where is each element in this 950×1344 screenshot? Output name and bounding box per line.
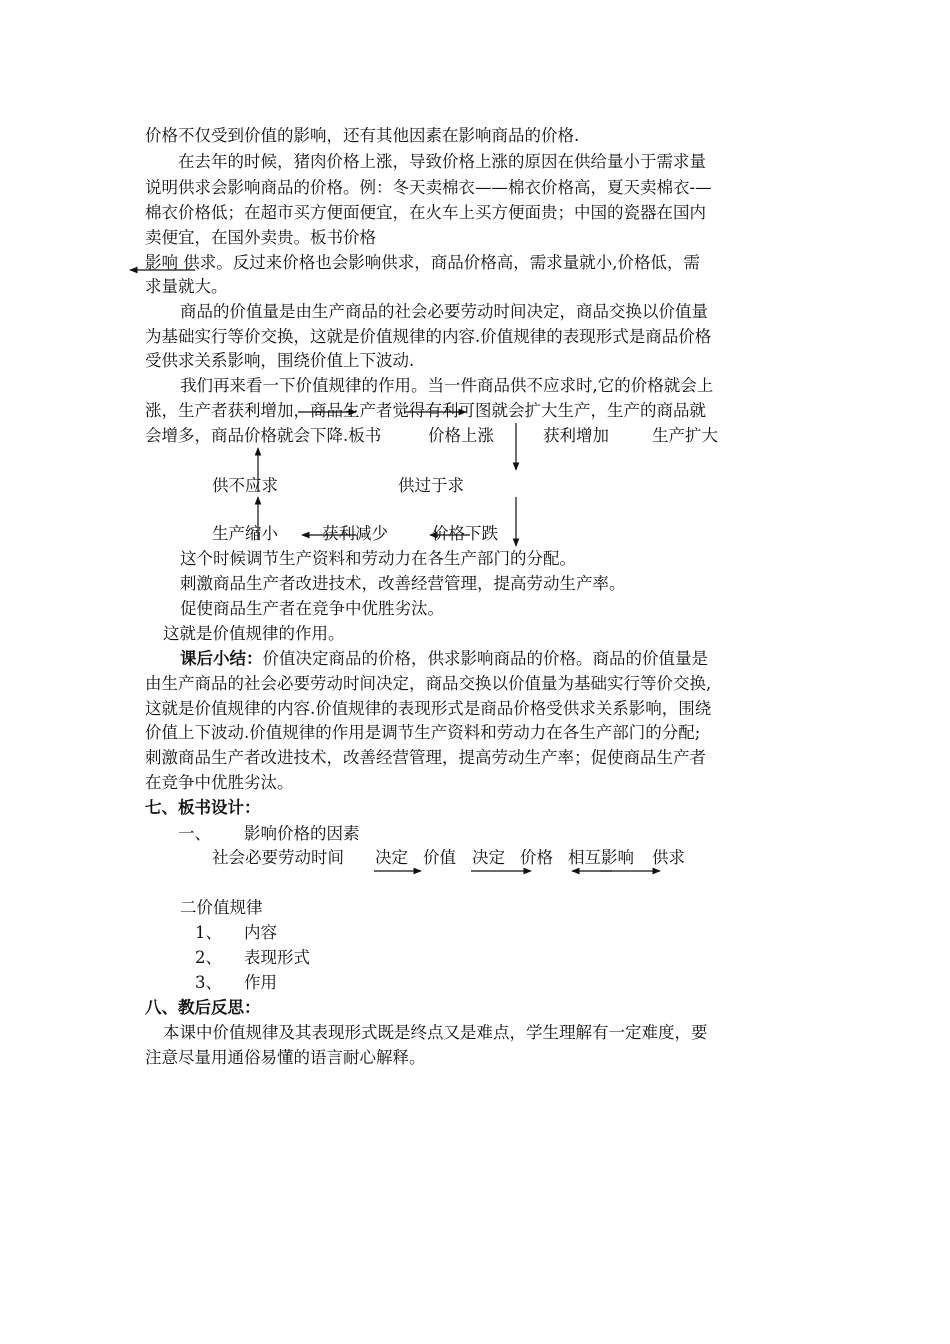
board-item-num: 1、 [195,923,222,942]
chain-decide-2: 决定 [472,848,505,867]
cycle-expand: 生产扩大 [652,426,718,445]
summary-first-line [180,648,708,670]
cycle-price-up: 价格上涨 [428,426,494,445]
text-line: 这就是价值规律的作用。 [163,624,345,643]
text-line: 棉衣价格低；在超市买方便面便宜，在火车上买方便面贵；中国的瓷器在国内 [145,203,706,222]
text-line: 为基础实行等价交换，这就是价值规律的内容.价值规律的表现形式是商品价格 [145,327,712,346]
board-s1-num: 一、 [178,824,211,843]
chain-decide-1: 决定 [375,848,408,867]
summary-label: 课后小结： [180,649,263,668]
text-line: 说明供求会影响商品的价格。例：冬天卖棉衣——棉衣价格高，夏天卖棉衣-— [145,178,712,197]
chain-labor: 社会必要劳动时间 [212,848,344,867]
summary-text: 价值决定商品的价格，供求影响商品的价格。商品的价值量是 [262,649,708,668]
text-line: 价值上下波动.价值规律的作用是调节生产资料和劳动力在各生产部门的分配; [145,723,701,742]
text-line: 受供求关系影响，围绕价值上下波动. [145,351,415,370]
text-line: 刺激商品生产者改进技术，改善经营管理，提高劳动生产率。 [180,574,626,593]
section-heading-reflection: 八、教后反思： [145,998,261,1017]
cycle-shrink: 生产缩小 [212,524,278,543]
text-line: 卖便宜，在国外卖贵。板书价格 [145,228,376,247]
text-line: 商品的价值量是由生产商品的社会必要劳动时间决定，商品交换以价值量 [180,302,708,321]
text-line: 我们再来看一下价值规律的作用。当一件商品供不应求时,它的价格就会上 [180,376,714,395]
text-line: 这个时候调节生产资料和劳动力在各生产部门的分配。 [180,549,576,568]
text-line: 本课中价值规律及其表现形式既是终点又是难点，学生理解有一定难度，要 [163,1023,708,1042]
cycle-surplus: 供过于求 [398,476,464,495]
board-item-label: 表现形式 [244,948,310,967]
cycle-profit-down: 获利减少 [322,524,388,543]
chain-mutual: 相互影响 [568,848,634,867]
board-item-label: 内容 [244,923,277,942]
board-s2-title: 二价值规律 [180,898,263,917]
text-line: 刺激商品生产者改进技术，改善经营管理，提高劳动生产率；促使商品生产者 [145,748,706,767]
cycle-profit-up: 获利增加 [543,426,609,445]
text-line: 影响 供求。反过来价格也会影响供求，商品价格高，需求量就小,价格低，需 [145,253,700,272]
board-item-label: 作用 [244,973,277,992]
board-item-num: 3、 [195,973,222,992]
chain-supply: 供求 [652,848,685,867]
section-heading-board: 七、板书设计： [145,798,261,817]
chain-price: 价格 [520,848,553,867]
board-item-num: 2、 [195,948,222,967]
text-line: 涨，生产者获利增加，商品生产者觉得有利可图就会扩大生产，生产的商品就 [145,401,706,420]
text-line: 这就是价值规律的内容.价值规律的表现形式是商品价格受供求关系影响，围绕 [145,699,712,718]
text-line: 由生产商品的社会必要劳动时间决定，商品交换以价值量为基础实行等价交换, [145,674,712,693]
text-line: 会增多，商品价格就会下降.板书 [145,426,382,445]
text-line: 促使商品生产者在竞争中优胜劣汰。 [180,599,444,618]
text-line: 在竞争中优胜劣汰。 [145,773,294,792]
text-line: 价格不仅受到价值的影响，还有其他因素在影响商品的价格. [145,126,580,145]
text-line: 注意尽量用通俗易懂的语言耐心解释。 [145,1048,426,1067]
text-line: 在去年的时候，猪肉价格上涨，导致价格上涨的原因在供给量小于需求量 [178,152,706,171]
text-line: 求量就大。 [145,277,228,296]
cycle-shortage: 供不应求 [212,476,278,495]
cycle-price-down: 价格下跌 [432,524,498,543]
board-s1-title: 影响价格的因素 [244,824,360,843]
chain-value: 价值 [423,848,456,867]
